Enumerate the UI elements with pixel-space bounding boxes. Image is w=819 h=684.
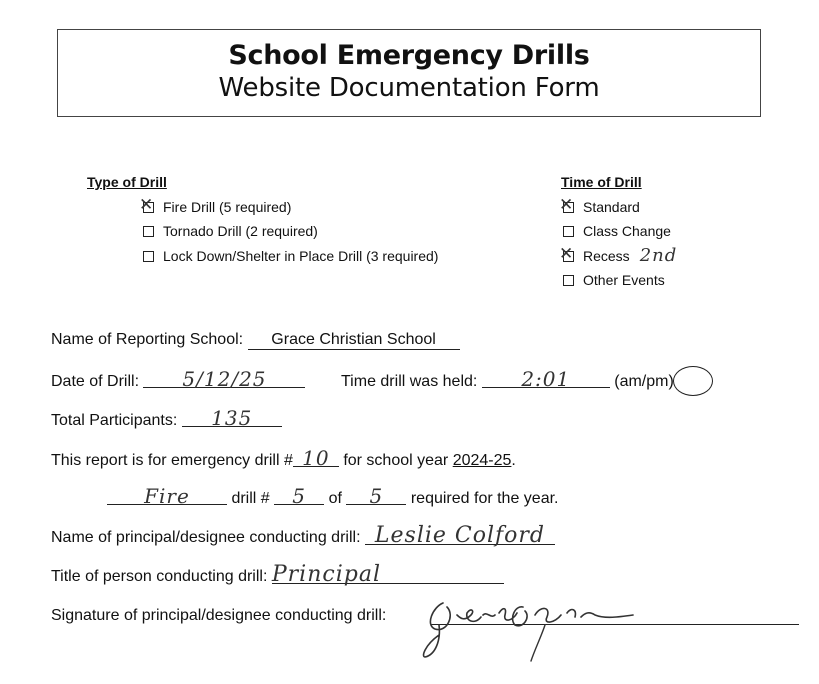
- form-subtitle: Website Documentation Form: [218, 73, 600, 103]
- time-recess-option[interactable]: [559, 243, 678, 266]
- report-label: This report is for emergency drill #: [51, 452, 293, 469]
- other-events-checkbox[interactable]: [563, 275, 574, 286]
- school-field[interactable]: Grace Christian School: [248, 331, 460, 350]
- check-mark-icon: ✕: [139, 194, 154, 215]
- signature-label: Signature of principal/designee conducting drill:: [51, 607, 387, 624]
- tornado-drill-checkbox[interactable]: [143, 226, 154, 237]
- ampm-text: (am/pm): [614, 373, 674, 390]
- title-label: Title of person conducting drill:: [51, 568, 268, 585]
- report-number-field[interactable]: 10: [293, 450, 339, 467]
- drill-count-row: [107, 484, 559, 508]
- time-class-change-option[interactable]: [563, 223, 671, 239]
- drill-total-field[interactable]: 5: [346, 488, 406, 505]
- time-label: Time drill was held:: [341, 373, 478, 390]
- form-title-box: [57, 29, 761, 117]
- recess-checkbox[interactable]: [559, 243, 574, 264]
- drill-type-lockdown-option[interactable]: [143, 248, 438, 264]
- signature-image: [395, 585, 655, 665]
- school-row: [51, 331, 460, 350]
- drill-type-heading: Type of Drill: [87, 174, 167, 190]
- participants-row: [51, 406, 282, 430]
- date-row: [51, 367, 305, 391]
- standard-checkbox[interactable]: [559, 194, 574, 215]
- recess-label: Recess: [583, 248, 630, 264]
- title-field[interactable]: Principal: [272, 567, 504, 584]
- recess-note: 2nd: [639, 245, 678, 266]
- drill-time-heading: Time of Drill: [561, 174, 642, 190]
- check-mark-icon: ✕: [559, 194, 574, 215]
- lockdown-drill-checkbox[interactable]: [143, 251, 154, 262]
- school-label: Name of Reporting School:: [51, 331, 244, 348]
- form-title: School Emergency Drills: [228, 40, 590, 71]
- time-field[interactable]: 2:01: [482, 371, 610, 388]
- time-other-events-option[interactable]: [563, 272, 665, 288]
- time-row: [341, 367, 674, 391]
- title-row: [51, 562, 504, 587]
- participants-field[interactable]: 135: [182, 410, 282, 427]
- class-change-checkbox[interactable]: [563, 226, 574, 237]
- report-row: This report is for emergency drill # 10 for school year 2024-25.: [51, 446, 516, 470]
- check-mark-icon: ✕: [559, 243, 574, 264]
- tornado-drill-label: Tornado Drill (2 required): [163, 223, 318, 239]
- other-events-label: Other Events: [583, 272, 665, 288]
- date-label: Date of Drill:: [51, 373, 140, 390]
- participants-label: Total Participants:: [51, 412, 178, 429]
- drill-num-field[interactable]: 5: [274, 488, 324, 505]
- pm-selection-circle: [673, 366, 713, 396]
- fire-drill-checkbox[interactable]: [139, 194, 154, 215]
- principal-name-field[interactable]: Leslie Colford: [365, 528, 555, 545]
- required-label: required for the year.: [410, 490, 559, 507]
- drill-type-fire-option[interactable]: [139, 194, 292, 215]
- drill-type-tornado-option[interactable]: [143, 223, 318, 239]
- principal-label: Name of principal/designee conducting drill:: [51, 529, 361, 546]
- signature-row: [51, 607, 386, 625]
- fire-drill-label: Fire Drill (5 required): [163, 199, 292, 215]
- school-year-label: for school year: [343, 452, 449, 469]
- principal-row: [51, 523, 555, 548]
- class-change-label: Class Change: [583, 223, 671, 239]
- date-field[interactable]: 5/12/25: [143, 371, 305, 388]
- drill-kind-field[interactable]: Fire: [107, 488, 227, 505]
- lockdown-drill-label: Lock Down/Shelter in Place Drill (3 required): [163, 248, 439, 264]
- standard-label: Standard: [583, 199, 640, 215]
- time-standard-option[interactable]: [559, 194, 640, 215]
- of-label: of: [328, 490, 342, 507]
- drill-num-label: drill #: [231, 490, 270, 507]
- school-year-value: 2024-25: [452, 452, 512, 469]
